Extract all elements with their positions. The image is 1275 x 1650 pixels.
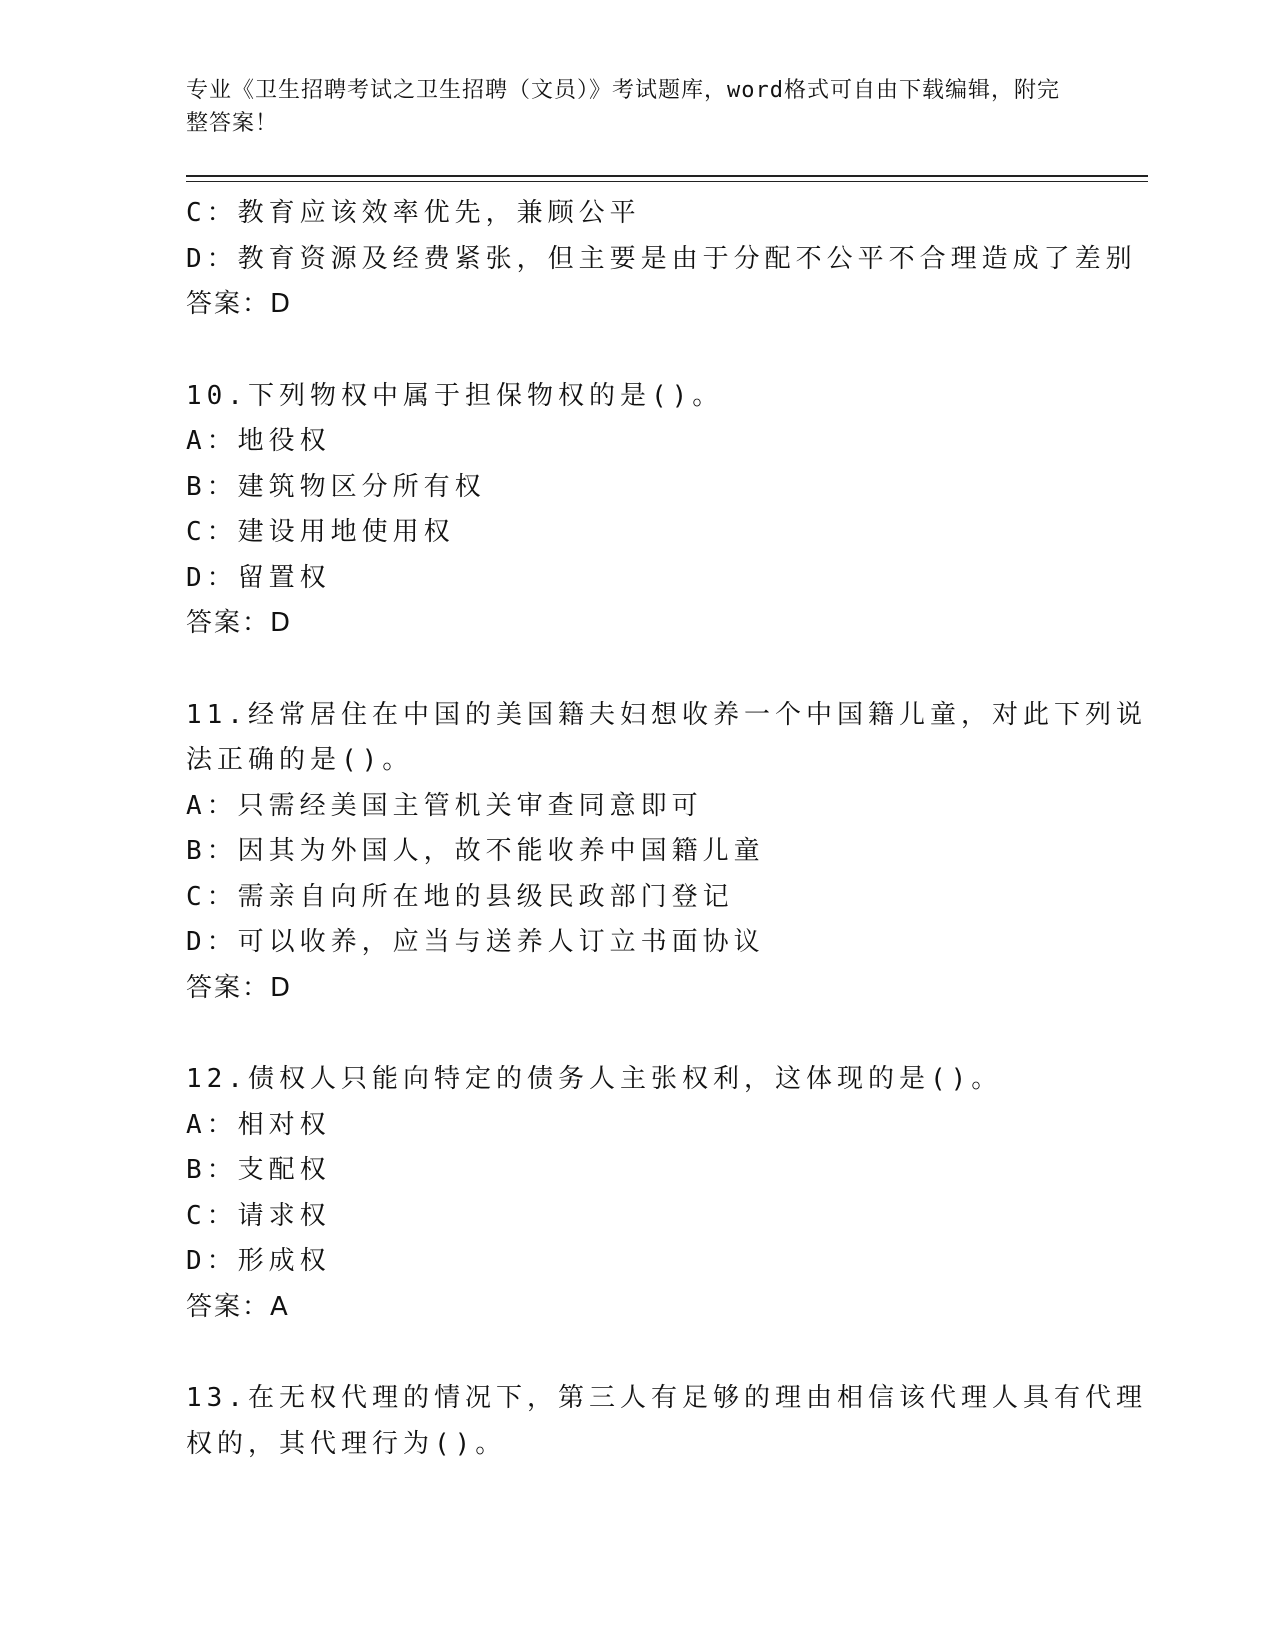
answer-line: 答案：D — [186, 289, 293, 319]
header-rule-top — [186, 175, 1148, 177]
question-stem-continued: 权的，其代理行为()。 — [186, 1428, 507, 1459]
spacer — [186, 328, 1086, 374]
spacer — [186, 1330, 1086, 1376]
question-13 — [186, 1376, 1147, 1467]
option-b: B：支配权 — [186, 1155, 331, 1185]
option-c: C：建设用地使用权 — [186, 517, 455, 547]
question-stem: 13.在无权代理的情况下，第三人有足够的理由相信该代理人具有代理 — [186, 1383, 1147, 1413]
option-b: B：因其为外国人，故不能收养中国籍儿童 — [186, 836, 765, 866]
option-c: C：请求权 — [186, 1200, 331, 1231]
question-10 — [186, 374, 1086, 647]
question-12 — [186, 1057, 1086, 1330]
question-stem: 12.债权人只能向特定的债务人主张权利，这体现的是()。 — [186, 1064, 1003, 1094]
option-a: A：相对权 — [186, 1109, 331, 1140]
spacer — [186, 647, 1086, 693]
answer-line: 答案：A — [186, 1291, 290, 1322]
option-d: D：形成权 — [186, 1246, 331, 1276]
question-stem-continued: 法正确的是()。 — [186, 745, 414, 775]
option-d: D：可以收养，应当与送养人订立书面协议 — [186, 927, 765, 957]
answer-line: 答案：D — [186, 608, 293, 638]
option-c: C：教育应该效率优先，兼顾公平 — [186, 198, 641, 228]
question-stem: 10.下列物权中属于担保物权的是()。 — [186, 380, 724, 411]
answer-line: 答案：D — [186, 972, 293, 1003]
option-d: D：教育资源及经费紧张，但主要是由于分配不公平不合理造成了差别 — [186, 243, 1137, 274]
option-d: D：留置权 — [186, 562, 331, 593]
continued-question — [186, 191, 1137, 328]
page-header: 专业《卫生招聘考试之卫生招聘（文员）》考试题库，word格式可自由下载编辑，附完整答案！ — [186, 78, 1060, 136]
option-c: C：需亲自向所在地的县级民政部门登记 — [186, 881, 734, 912]
document-body — [186, 191, 1147, 1467]
question-stem: 11.经常居住在中国的美国籍夫妇想收养一个中国籍儿童，对此下列说 — [186, 699, 1147, 730]
option-a: A：只需经美国主管机关审查同意即可 — [186, 790, 703, 821]
option-a: A：地役权 — [186, 426, 331, 456]
option-b: B：建筑物区分所有权 — [186, 471, 486, 502]
question-11 — [186, 693, 1147, 1012]
spacer — [186, 1011, 1086, 1057]
header-rule-bottom — [186, 181, 1148, 182]
